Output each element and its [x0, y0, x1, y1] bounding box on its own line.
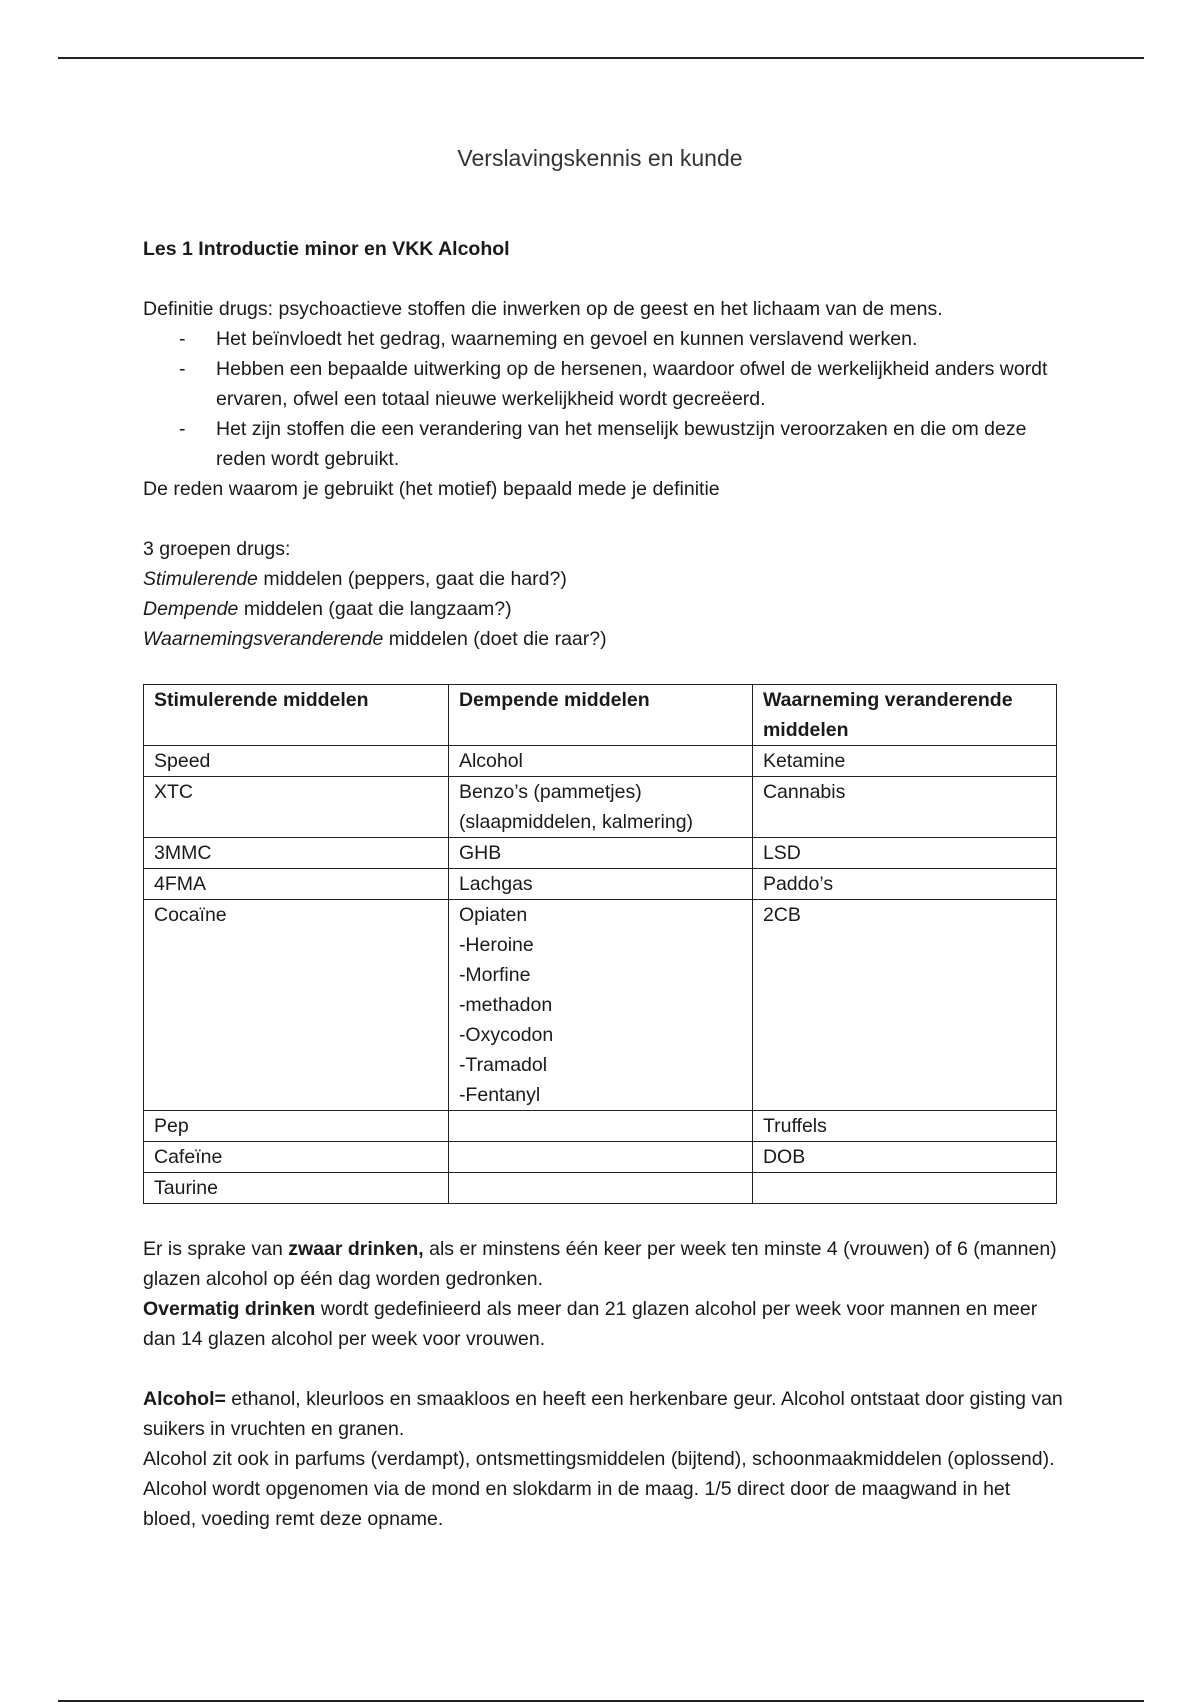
table-row	[144, 900, 1057, 1111]
header-waarneming: Waarneming veranderende middelen	[752, 685, 1056, 746]
definition-intro: Definitie drugs: psychoactieve stoffen die inwerken op de geest en het lichaam van de mens.	[143, 298, 943, 320]
cell-dempende	[448, 900, 752, 1111]
cell-dempende	[448, 838, 752, 869]
group-term: Waarnemingsveranderende	[143, 628, 384, 650]
section-heading: Les 1 Introductie minor en VKK Alcohol	[143, 238, 510, 260]
cell-line	[459, 1173, 742, 1203]
group-description: middelen (peppers, gaat die hard?)	[257, 568, 567, 590]
cell-waarneming: Ketamine	[752, 746, 1056, 777]
cell-stimulerende: Speed	[144, 746, 449, 777]
cell-dempende	[448, 777, 752, 838]
drug-classification-table	[143, 684, 1057, 1204]
bold-term: Overmatig drinken	[143, 1298, 316, 1320]
cell-dempende	[448, 869, 752, 900]
group-item	[143, 624, 1063, 654]
definition-bullet: - Het zijn stoffen die een verandering van het menselijk bewustzijn veroorzaken en die om deze reden wordt gebruikt.	[143, 414, 1063, 474]
bold-term: zwaar drinken,	[288, 1238, 424, 1260]
table-body	[144, 746, 1057, 1204]
table-row	[144, 1111, 1057, 1142]
table-row	[144, 1142, 1057, 1173]
cell-line: Opiaten	[458, 904, 528, 926]
alcohol-definition-paragraph	[143, 1384, 1063, 1444]
definition-closing: De reden waarom je gebruikt (het motief) bepaald mede je definitie	[143, 478, 720, 500]
cell-stimulerende: 4FMA	[144, 869, 449, 900]
document-title: Verslavingskennis en kunde	[457, 145, 743, 171]
cell-stimulerende: Taurine	[144, 1173, 449, 1204]
cell-dempende	[448, 746, 752, 777]
heavy-drinking-paragraph	[143, 1234, 1063, 1294]
cell-dempende	[448, 1173, 752, 1204]
cell-stimulerende: Cafeïne	[144, 1142, 449, 1173]
cell-line: -Tramadol	[458, 1054, 548, 1076]
cell-line: Lachgas	[458, 873, 533, 895]
cell-waarneming: DOB	[752, 1142, 1056, 1173]
cell-stimulerende: Cocaïne	[144, 900, 449, 1111]
cell-stimulerende: 3MMC	[144, 838, 449, 869]
document-body	[143, 234, 1063, 1534]
text-span: ethanol, kleurloos en smaakloos en heeft een herkenbare geur. Alcohol ontstaat door gisting van suikers in vruchten en granen.	[143, 1388, 1063, 1440]
cell-line: -Oxycodon	[458, 1024, 554, 1046]
definition-bullet: - Het beïnvloedt het gedrag, waarneming en gevoel en kunnen verslavend werken.	[143, 324, 1063, 354]
bold-term: Alcohol=	[143, 1388, 226, 1410]
excessive-drinking-paragraph	[143, 1294, 1063, 1354]
cell-waarneming: LSD	[752, 838, 1056, 869]
group-description: middelen (gaat die langzaam?)	[238, 598, 512, 620]
cell-line: Alcohol	[458, 750, 523, 772]
cell-line: GHB	[458, 842, 502, 864]
table-row	[144, 746, 1057, 777]
group-item	[143, 594, 1063, 624]
group-item	[143, 564, 1063, 594]
cell-line: -Heroine	[458, 934, 534, 956]
alcohol-absorption-paragraph: Alcohol wordt opgenomen via de mond en slokdarm in de maag. 1/5 direct door de maagwand in het bloed, voeding remt deze opname.	[143, 1478, 1011, 1530]
cell-line	[459, 1142, 742, 1172]
cell-line: Benzo’s (pammetjes) (slaapmiddelen, kalmering)	[458, 781, 694, 833]
cell-waarneming: Cannabis	[752, 777, 1056, 838]
text-span: als er minstens één keer per week ten minste 4 (vrouwen) of 6 (mannen) glazen alcohol op één dag worden gedronken.	[143, 1238, 1057, 1290]
group-description: middelen (doet die raar?)	[383, 628, 607, 650]
cell-stimulerende: XTC	[144, 777, 449, 838]
cell-waarneming: Paddo’s	[752, 869, 1056, 900]
definition-bullet: - Hebben een bepaalde uitwerking op de hersenen, waardoor ofwel de werkelijkheid anders wordt ervaren, ofwel een totaal nieuwe werkelijkheid wordt gecreëerd.	[143, 354, 1063, 414]
alcohol-products-paragraph: Alcohol zit ook in parfums (verdampt), ontsmettingsmiddelen (bijtend), schoonmaakmiddelen (oplossend).	[143, 1448, 1055, 1470]
table-header-row	[144, 685, 1057, 746]
cell-line: -Morfine	[458, 964, 531, 986]
group-term: Dempende	[143, 598, 239, 620]
cell-line: -Fentanyl	[458, 1084, 541, 1106]
cell-line: -methadon	[458, 994, 553, 1016]
group-term: Stimulerende	[143, 568, 258, 590]
cell-dempende	[448, 1111, 752, 1142]
table-row	[144, 869, 1057, 900]
table-row	[144, 1173, 1057, 1204]
text-span: wordt gedefinieerd als meer dan 21 glazen alcohol per week voor mannen en meer dan 14 glazen alcohol per week voor vrouwen.	[143, 1298, 1038, 1350]
cell-line	[459, 1111, 742, 1141]
cell-dempende	[448, 1142, 752, 1173]
text-span: Er is sprake van	[143, 1238, 289, 1260]
cell-waarneming	[752, 1173, 1056, 1204]
cell-waarneming: 2CB	[752, 900, 1056, 1111]
header-dempende: Dempende middelen	[448, 685, 752, 746]
page-top-rule	[58, 57, 1144, 59]
table-row	[144, 838, 1057, 869]
definition-bullet-list	[143, 324, 1063, 474]
header-stimulerende: Stimulerende middelen	[144, 685, 449, 746]
groups-intro: 3 groepen drugs:	[143, 538, 291, 560]
table-row	[144, 777, 1057, 838]
cell-stimulerende: Pep	[144, 1111, 449, 1142]
cell-waarneming: Truffels	[752, 1111, 1056, 1142]
